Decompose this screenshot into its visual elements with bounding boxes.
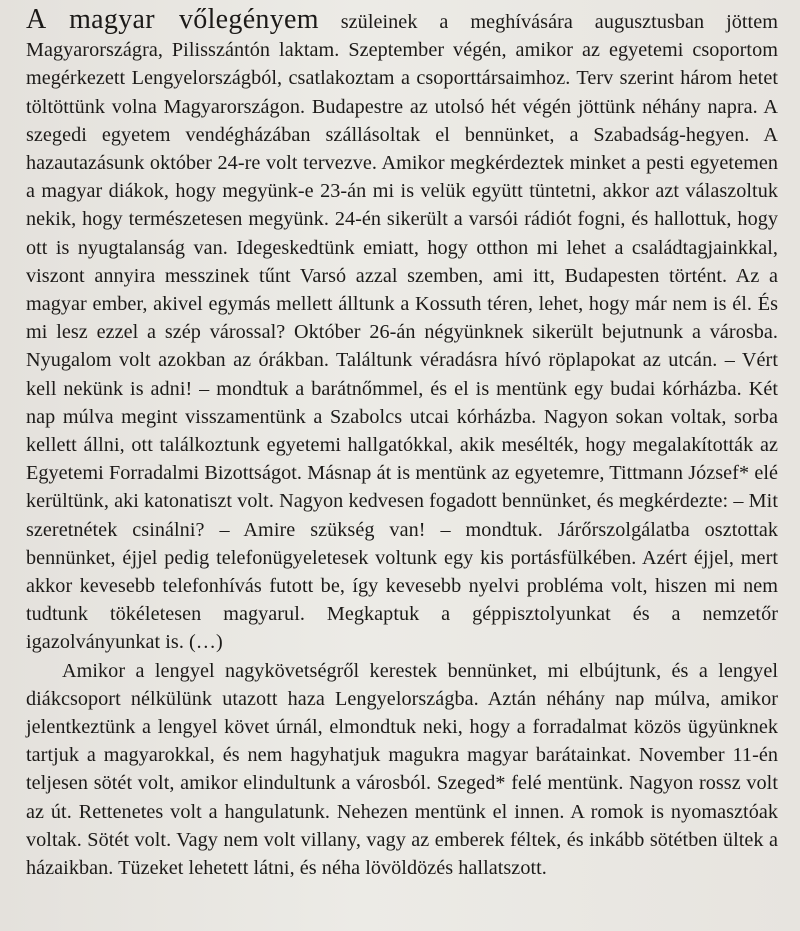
- paragraph-1-text: szüleinek a meghívására augusztusban jöttem Magyarországra, Pilisszántón laktam. Szeptember végén, amikor az egyetemi csoportom megérkezett Lengyelországból, csatlakoztam a csoporttársaimhoz. Terv szerint három hetet töltöttünk volna Magyarországon. Budapestre az utolsó hét végén jöttünk néhány napra. A szegedi egyetem vendégházában szállásoltak el bennünket, a Szabadság-hegyen. A hazautazásunk október 24-re volt tervezve. Amikor megkérdeztek minket a pesti egyetemen a magyar diákok, hogy megyünk-e 23-án mi is velük együtt tüntetni, akkor azt válaszoltuk nekik, hogy természetesen megyünk. 24-én sikerült a varsói rádiót fogni, és hallottuk, hogy ott is nyugtalanság van. Idegeskedtünk emiatt, hogy otthon mi lehet a családtagjainkkal, viszont annyira messzinek tűnt Varsó azzal szemben, ami itt, Budapesten történt. Az a magyar ember, akivel egymás mellett álltunk a Kossuth téren, lehet, hogy már nem is él. És mi lesz ezzel a szép várossal? Október 26-án négyünknek sikerült bejutnunk a városba. Nyugalom volt azokban az órákban. Találtunk véradásra hívó röplapokat az utcán. – Vért kell nekünk is adni! – mondtuk a barátnőmmel, és el is mentünk egy budai kórházba. Két nap múlva megint visszamentünk a Szabolcs utcai kórházba. Nagyon sokan voltak, sorba kellett állni, ott találkoztunk egyetemi hallgatókkal, akik mesélték, hogy megalakították az Egyetemi Forradalmi Bizottságot. Másnap át is mentünk az egyetemre, Tittmann József* elé kerültünk, aki katonatiszt volt. Nagyon kedvesen fogadott bennünket, és megkérdezte: – Mit szeretnétek csinálni? – Amire szükség van! – mondtuk. Járőrszolgálatba osztottak bennünket, éjjel pedig telefonügyeletesek voltunk egy kis portásfülkében. Azért éjjel, mert akkor kevesebb telefonhívás futott be, így kevesebb nyelvi probléma volt, hiszen mi nem tudtunk tökéletesen magyarul. Megkaptuk a géppisztolyunkat és a nemzetőr igazolványunkat is. (…): [26, 11, 778, 654]
- paragraph-2: Amikor a lengyel nagykövetségről kerestek bennünket, mi elbújtunk, és a lengyel diákcsoport nélkülünk utazott haza Lengyelországba. Aztán néhány nap múlva, amikor jelentkeztünk a lengyel követ úrnál, elmondtuk neki, hogy a forradalmat közös ügyünknek tartjuk a magyarokkal, és nem hagyhatjuk magukra magyar barátainkat. November 11-én teljesen sötét volt, amikor elindultunk a városból. Szeged* felé mentünk. Nagyon rossz volt az út. Rettenetes volt a hangulatunk. Nehezen mentünk el innen. A romok is nyomasztóak voltak. Sötét volt. Vagy nem volt villany, vagy az emberek féltek, és inkább sötétben ültek a házaikban. Tüzeket lehetett látni, és néha lövöldözés hallatszott.: [26, 659, 778, 880]
- lead-phrase: A magyar vőlegényem: [26, 4, 319, 35]
- paragraph-1: [26, 6, 778, 657]
